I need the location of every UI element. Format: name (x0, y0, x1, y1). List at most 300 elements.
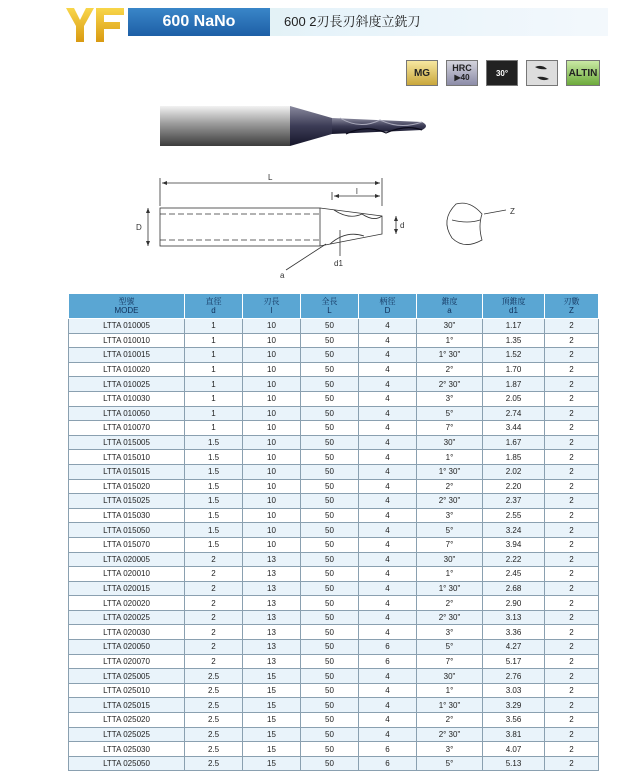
cell-flute-count: 2 (545, 348, 599, 363)
cell-model: LTTA 025030 (69, 742, 185, 757)
table-row (69, 654, 599, 669)
cell-shank-diameter: 6 (359, 654, 417, 669)
column-header-en: l (270, 306, 273, 315)
cell-flute-length: 10 (243, 464, 301, 479)
cell-tip-diameter: 3.13 (483, 610, 545, 625)
table-row (69, 435, 599, 450)
cell-model: LTTA 015030 (69, 508, 185, 523)
cell-flute-length: 10 (243, 421, 301, 436)
table-row (69, 742, 599, 757)
column-header-zh: 直徑 (205, 297, 222, 306)
cell-overall-length: 50 (301, 508, 359, 523)
cell-shank-diameter: 4 (359, 567, 417, 582)
cell-taper-angle: 1° (417, 683, 483, 698)
cell-flute-count: 2 (545, 698, 599, 713)
cell-model: LTTA 010005 (69, 319, 185, 334)
cell-shank-diameter: 4 (359, 333, 417, 348)
cell-taper-angle: 7° (417, 654, 483, 669)
cell-taper-angle: 1° (417, 567, 483, 582)
cell-taper-angle: 1° (417, 450, 483, 465)
cell-overall-length: 50 (301, 552, 359, 567)
cell-flute-length: 10 (243, 435, 301, 450)
cell-taper-angle: 2° 30" (417, 494, 483, 509)
cell-taper-angle: 1° 30" (417, 348, 483, 363)
cell-diameter: 2.5 (185, 756, 243, 771)
cell-tip-diameter: 1.87 (483, 377, 545, 392)
cell-model: LTTA 025050 (69, 756, 185, 771)
cell-flute-count: 2 (545, 523, 599, 538)
cell-flute-length: 15 (243, 727, 301, 742)
cell-overall-length: 50 (301, 742, 359, 757)
cell-shank-diameter: 6 (359, 742, 417, 757)
cell-model: LTTA 010010 (69, 333, 185, 348)
cell-shank-diameter: 4 (359, 348, 417, 363)
cell-overall-length: 50 (301, 464, 359, 479)
table-row (69, 421, 599, 436)
column-header-en: D (384, 306, 391, 315)
column-header-flute-length (243, 294, 301, 319)
cell-overall-length: 50 (301, 391, 359, 406)
cell-flute-length: 10 (243, 537, 301, 552)
cell-flute-count: 2 (545, 333, 599, 348)
cell-shank-diameter: 4 (359, 552, 417, 567)
table-row (69, 494, 599, 509)
column-header-en: d1 (509, 306, 518, 315)
cell-tip-diameter: 1.70 (483, 362, 545, 377)
cell-flute-length: 10 (243, 319, 301, 334)
cell-tip-diameter: 4.07 (483, 742, 545, 757)
cell-tip-diameter: 2.74 (483, 406, 545, 421)
table-row (69, 640, 599, 655)
cell-overall-length: 50 (301, 537, 359, 552)
cell-model: LTTA 010070 (69, 421, 185, 436)
column-header-flute-count (545, 294, 599, 319)
table-row (69, 683, 599, 698)
cell-taper-angle: 2° 30" (417, 727, 483, 742)
cell-model: LTTA 015020 (69, 479, 185, 494)
cell-flute-length: 10 (243, 450, 301, 465)
cell-tip-diameter: 3.29 (483, 698, 545, 713)
cell-shank-diameter: 4 (359, 625, 417, 640)
cell-diameter: 1 (185, 319, 243, 334)
table-row (69, 479, 599, 494)
cell-flute-length: 13 (243, 552, 301, 567)
cell-taper-angle: 3° (417, 742, 483, 757)
cell-shank-diameter: 4 (359, 581, 417, 596)
column-header-zh: 型號 (118, 297, 135, 306)
cell-flute-length: 13 (243, 581, 301, 596)
table-row (69, 596, 599, 611)
cell-overall-length: 50 (301, 610, 359, 625)
cell-diameter: 1.5 (185, 450, 243, 465)
cell-model: LTTA 025005 (69, 669, 185, 684)
cell-taper-angle: 30" (417, 319, 483, 334)
cell-taper-angle: 3° (417, 508, 483, 523)
cell-diameter: 1 (185, 391, 243, 406)
cell-taper-angle: 3° (417, 625, 483, 640)
cell-taper-angle: 2° (417, 596, 483, 611)
cell-flute-count: 2 (545, 567, 599, 582)
table-row (69, 552, 599, 567)
cell-taper-angle: 1° (417, 333, 483, 348)
table-row (69, 362, 599, 377)
cell-tip-diameter: 3.94 (483, 537, 545, 552)
cell-overall-length: 50 (301, 479, 359, 494)
cell-tip-diameter: 4.27 (483, 640, 545, 655)
table-row (69, 333, 599, 348)
column-header-en: a (447, 306, 452, 315)
cell-overall-length: 50 (301, 319, 359, 334)
cell-tip-diameter: 1.17 (483, 319, 545, 334)
cell-flute-count: 2 (545, 552, 599, 567)
cell-diameter: 2.5 (185, 683, 243, 698)
cell-taper-angle: 5° (417, 640, 483, 655)
table-row (69, 523, 599, 538)
column-header-en: Z (569, 306, 574, 315)
cell-flute-count: 2 (545, 713, 599, 728)
cell-taper-angle: 7° (417, 421, 483, 436)
table-row (69, 464, 599, 479)
cell-tip-diameter: 2.22 (483, 552, 545, 567)
cell-taper-angle: 1° 30" (417, 581, 483, 596)
cell-tip-diameter: 1.52 (483, 348, 545, 363)
cell-diameter: 1.5 (185, 523, 243, 538)
cell-diameter: 1.5 (185, 494, 243, 509)
cell-taper-angle: 2° (417, 362, 483, 377)
cell-flute-length: 15 (243, 669, 301, 684)
cell-flute-count: 2 (545, 421, 599, 436)
column-header-en: d (211, 306, 216, 315)
cell-diameter: 2.5 (185, 742, 243, 757)
cell-model: LTTA 020020 (69, 596, 185, 611)
cell-model: LTTA 010025 (69, 377, 185, 392)
cell-shank-diameter: 4 (359, 727, 417, 742)
cell-flute-count: 2 (545, 669, 599, 684)
cell-model: LTTA 010050 (69, 406, 185, 421)
cell-tip-diameter: 2.20 (483, 479, 545, 494)
cell-flute-count: 2 (545, 537, 599, 552)
table-body (69, 319, 599, 771)
cell-tip-diameter: 3.56 (483, 713, 545, 728)
cell-tip-diameter: 2.55 (483, 508, 545, 523)
cell-taper-angle: 1° 30" (417, 464, 483, 479)
cell-tip-diameter: 2.68 (483, 581, 545, 596)
cell-overall-length: 50 (301, 654, 359, 669)
cell-model: LTTA 010020 (69, 362, 185, 377)
cell-tip-diameter: 3.44 (483, 421, 545, 436)
cell-diameter: 2.5 (185, 727, 243, 742)
cell-diameter: 1.5 (185, 464, 243, 479)
cell-flute-length: 10 (243, 479, 301, 494)
cell-overall-length: 50 (301, 727, 359, 742)
cell-flute-length: 13 (243, 596, 301, 611)
cell-model: LTTA 015005 (69, 435, 185, 450)
column-header-zh: 刃數 (563, 297, 580, 306)
table-row (69, 406, 599, 421)
cell-diameter: 1 (185, 377, 243, 392)
table-row (69, 508, 599, 523)
cell-model: LTTA 025025 (69, 727, 185, 742)
cell-flute-length: 13 (243, 640, 301, 655)
table-row (69, 391, 599, 406)
cell-flute-count: 2 (545, 727, 599, 742)
cell-flute-length: 13 (243, 567, 301, 582)
cell-shank-diameter: 4 (359, 494, 417, 509)
table-row (69, 567, 599, 582)
cell-flute-length: 15 (243, 683, 301, 698)
dimension-drawing (134, 170, 534, 280)
page-title: 600 NaNo (128, 8, 270, 36)
column-header-diameter (185, 294, 243, 319)
cell-diameter: 2 (185, 581, 243, 596)
cell-shank-diameter: 4 (359, 669, 417, 684)
cell-model: LTTA 020005 (69, 552, 185, 567)
cell-flute-count: 2 (545, 581, 599, 596)
cell-diameter: 2.5 (185, 669, 243, 684)
cell-model: LTTA 025020 (69, 713, 185, 728)
cell-shank-diameter: 4 (359, 464, 417, 479)
cell-taper-angle: 5° (417, 523, 483, 538)
cell-overall-length: 50 (301, 333, 359, 348)
column-header-zh: 錐度 (441, 297, 458, 306)
cell-overall-length: 50 (301, 435, 359, 450)
page-subtitle: 600 2刃長刃斜度立銑刀 (284, 14, 421, 29)
cell-flute-count: 2 (545, 435, 599, 450)
cell-model: LTTA 020050 (69, 640, 185, 655)
cell-shank-diameter: 4 (359, 435, 417, 450)
brand-logo-icon (64, 4, 126, 44)
cell-overall-length: 50 (301, 669, 359, 684)
mg-badge: MG (406, 60, 438, 86)
cell-flute-length: 15 (243, 742, 301, 757)
cell-diameter: 2 (185, 610, 243, 625)
cell-flute-length: 15 (243, 698, 301, 713)
cell-taper-angle: 2° 30" (417, 377, 483, 392)
cell-taper-angle: 5° (417, 406, 483, 421)
cell-model: LTTA 015015 (69, 464, 185, 479)
table-row (69, 727, 599, 742)
cell-model: LTTA 015025 (69, 494, 185, 509)
cell-shank-diameter: 4 (359, 377, 417, 392)
table-row (69, 450, 599, 465)
cell-overall-length: 50 (301, 756, 359, 771)
altin-badge: ALTIN (566, 60, 600, 86)
cell-diameter: 1.5 (185, 435, 243, 450)
cell-tip-diameter: 2.90 (483, 596, 545, 611)
cell-model: LTTA 020010 (69, 567, 185, 582)
cell-model: LTTA 010015 (69, 348, 185, 363)
cell-flute-length: 10 (243, 333, 301, 348)
cell-flute-length: 10 (243, 523, 301, 538)
cell-taper-angle: 2° (417, 713, 483, 728)
cell-taper-angle: 30" (417, 435, 483, 450)
table-row (69, 581, 599, 596)
cell-flute-count: 2 (545, 391, 599, 406)
cell-diameter: 2 (185, 640, 243, 655)
cell-tip-diameter: 2.76 (483, 669, 545, 684)
cell-tip-diameter: 3.24 (483, 523, 545, 538)
column-header-zh: 頂錐度 (501, 297, 526, 306)
cell-diameter: 2.5 (185, 698, 243, 713)
cell-tip-diameter: 5.13 (483, 756, 545, 771)
cell-overall-length: 50 (301, 567, 359, 582)
cell-diameter: 1.5 (185, 508, 243, 523)
cell-tip-diameter: 1.35 (483, 333, 545, 348)
cell-overall-length: 50 (301, 523, 359, 538)
cell-shank-diameter: 4 (359, 319, 417, 334)
column-header-model (69, 294, 185, 319)
cell-overall-length: 50 (301, 450, 359, 465)
dim-d1-label: d1 (334, 259, 343, 268)
cell-flute-count: 2 (545, 494, 599, 509)
cell-overall-length: 50 (301, 698, 359, 713)
cell-taper-angle: 2° 30" (417, 610, 483, 625)
cell-flute-count: 2 (545, 450, 599, 465)
cell-flute-count: 2 (545, 742, 599, 757)
column-header-en: MODE (114, 306, 139, 315)
cell-shank-diameter: 6 (359, 756, 417, 771)
cell-flute-length: 13 (243, 654, 301, 669)
cell-flute-count: 2 (545, 625, 599, 640)
cell-taper-angle: 7° (417, 537, 483, 552)
table-row (69, 713, 599, 728)
cell-flute-count: 2 (545, 756, 599, 771)
cell-shank-diameter: 4 (359, 421, 417, 436)
cell-taper-angle: 5° (417, 756, 483, 771)
cell-diameter: 1 (185, 333, 243, 348)
cell-model: LTTA 015010 (69, 450, 185, 465)
cell-flute-length: 10 (243, 362, 301, 377)
column-header-en: L (327, 306, 332, 315)
cell-diameter: 1.5 (185, 537, 243, 552)
cell-flute-length: 10 (243, 508, 301, 523)
cell-tip-diameter: 2.37 (483, 494, 545, 509)
cell-overall-length: 50 (301, 713, 359, 728)
cell-shank-diameter: 4 (359, 362, 417, 377)
cell-overall-length: 50 (301, 640, 359, 655)
flute-icon (526, 60, 558, 86)
cell-flute-length: 10 (243, 494, 301, 509)
cell-model: LTTA 020015 (69, 581, 185, 596)
cell-diameter: 1 (185, 421, 243, 436)
cell-shank-diameter: 4 (359, 523, 417, 538)
cell-tip-diameter: 5.17 (483, 654, 545, 669)
dim-a-label: a (280, 271, 285, 280)
cell-overall-length: 50 (301, 625, 359, 640)
cell-flute-length: 10 (243, 391, 301, 406)
column-header-zh: 柄徑 (379, 297, 396, 306)
cell-flute-length: 13 (243, 610, 301, 625)
cell-overall-length: 50 (301, 596, 359, 611)
cell-flute-count: 2 (545, 479, 599, 494)
cell-shank-diameter: 6 (359, 640, 417, 655)
cell-taper-angle: 30" (417, 552, 483, 567)
cell-taper-angle: 3° (417, 391, 483, 406)
helix-30-badge: 30° (486, 60, 518, 86)
cell-flute-count: 2 (545, 406, 599, 421)
cell-flute-count: 2 (545, 508, 599, 523)
cell-shank-diameter: 4 (359, 406, 417, 421)
cell-flute-length: 10 (243, 406, 301, 421)
column-header-overall-length (301, 294, 359, 319)
cell-diameter: 1 (185, 406, 243, 421)
table-row (69, 756, 599, 771)
table-row (69, 377, 599, 392)
cell-flute-length: 10 (243, 348, 301, 363)
cell-tip-diameter: 1.67 (483, 435, 545, 450)
cell-tip-diameter: 3.36 (483, 625, 545, 640)
cell-model: LTTA 020025 (69, 610, 185, 625)
dim-D-label: D (136, 223, 142, 232)
cell-overall-length: 50 (301, 683, 359, 698)
cell-diameter: 2.5 (185, 713, 243, 728)
cell-flute-length: 15 (243, 713, 301, 728)
cell-diameter: 2 (185, 567, 243, 582)
cell-taper-angle: 1° 30" (417, 698, 483, 713)
cell-tip-diameter: 3.03 (483, 683, 545, 698)
cell-model: LTTA 020030 (69, 625, 185, 640)
cell-flute-count: 2 (545, 377, 599, 392)
cell-tip-diameter: 2.45 (483, 567, 545, 582)
cell-overall-length: 50 (301, 362, 359, 377)
cell-flute-count: 2 (545, 683, 599, 698)
dim-d-label: d (400, 221, 405, 230)
cell-diameter: 2 (185, 596, 243, 611)
cell-model: LTTA 025010 (69, 683, 185, 698)
cell-overall-length: 50 (301, 421, 359, 436)
cell-shank-diameter: 4 (359, 596, 417, 611)
cell-overall-length: 50 (301, 377, 359, 392)
table-row (69, 669, 599, 684)
cell-flute-count: 2 (545, 319, 599, 334)
cell-flute-count: 2 (545, 464, 599, 479)
feature-badges (406, 60, 600, 86)
cell-overall-length: 50 (301, 348, 359, 363)
table-row (69, 610, 599, 625)
column-header-shank-diameter (359, 294, 417, 319)
cell-taper-angle: 30" (417, 669, 483, 684)
cell-model: LTTA 015050 (69, 523, 185, 538)
column-header-taper-angle (417, 294, 483, 319)
dim-Z-label: Z (510, 207, 515, 216)
cell-overall-length: 50 (301, 581, 359, 596)
cell-tip-diameter: 1.85 (483, 450, 545, 465)
cell-tip-diameter: 2.05 (483, 391, 545, 406)
cell-model: LTTA 025015 (69, 698, 185, 713)
table-row (69, 319, 599, 334)
cell-flute-count: 2 (545, 610, 599, 625)
table-row (69, 348, 599, 363)
cell-shank-diameter: 4 (359, 698, 417, 713)
column-header-tip-diameter (483, 294, 545, 319)
hrc-badge: HRC ▶40 (446, 60, 478, 86)
cell-flute-length: 15 (243, 756, 301, 771)
cell-diameter: 2 (185, 625, 243, 640)
cell-model: LTTA 015070 (69, 537, 185, 552)
cell-flute-count: 2 (545, 654, 599, 669)
end-mill-image (160, 100, 470, 156)
cell-diameter: 1.5 (185, 479, 243, 494)
cell-shank-diameter: 4 (359, 683, 417, 698)
cell-flute-length: 10 (243, 377, 301, 392)
cell-flute-length: 13 (243, 625, 301, 640)
table-row (69, 537, 599, 552)
dim-l-label: l (356, 187, 358, 196)
dim-L-label: L (268, 173, 273, 182)
cell-flute-count: 2 (545, 596, 599, 611)
table-row (69, 625, 599, 640)
cell-diameter: 2 (185, 552, 243, 567)
